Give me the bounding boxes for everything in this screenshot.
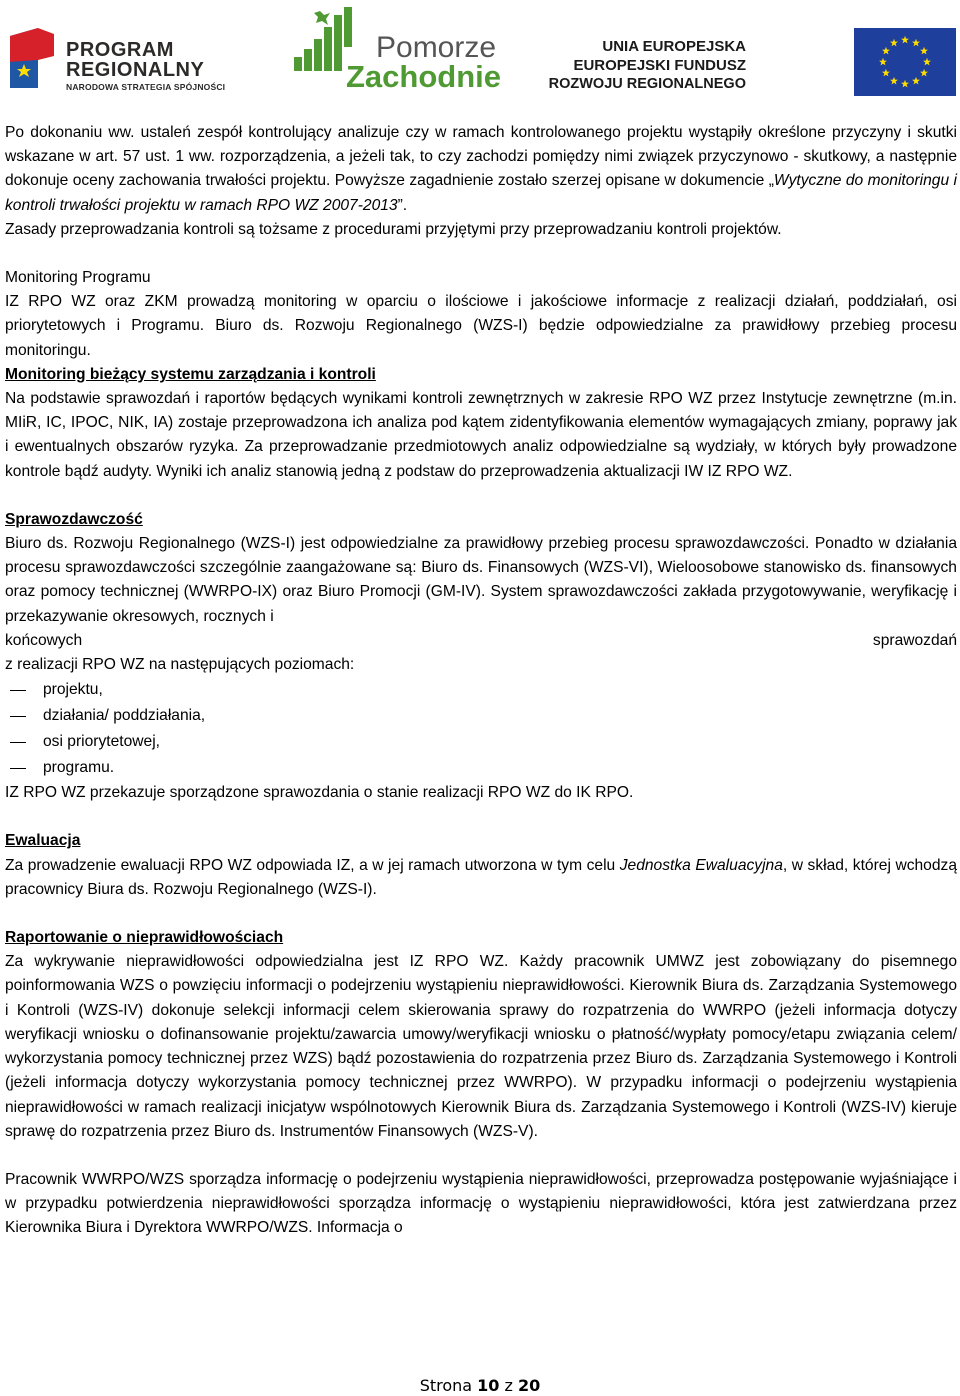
reporting-line-left: końcowych — [5, 631, 83, 649]
footer-page-number: 10 — [477, 1376, 500, 1395]
list-item: projektu, — [5, 677, 957, 703]
irregularities-heading: Raportowanie o nieprawidłowościach — [5, 929, 284, 947]
intro-paragraph — [5, 121, 957, 218]
evaluation-heading: Ewaluacja — [5, 832, 81, 850]
footer-total-pages: 20 — [518, 1376, 541, 1395]
reporting-heading: Sprawozdawczość — [5, 510, 143, 528]
pomorze-logo-line1: Pomorze — [376, 31, 497, 64]
irregularities-paragraph-2: Pracownik WWRPO/WZS sporządza informację o podejrzeniu wystąpienia nieprawidłowości, przeprowadza postępowanie wyjaśniające i w przypadku potwierdzenia nieprawidłowości sporządza informację o wystąpieniu nieprawidłowości, która jest zatwierdzana przez Kierownika Biura i Dyrektora WWRPO/WZS. Informacja o — [5, 1170, 957, 1237]
monitoring-heading-text: Monitoring Programu — [5, 269, 151, 287]
reporting-paragraph: Biuro ds. Rozwoju Regionalnego (WZS-I) jest odpowiedzialne za prawidłowy przebieg procesu sprawozdawczości. Ponadto w działania procesu sprawozdawczości szczególnie zaangażowane są: Biuro ds. Finansowych (WZS-VI), Wieloosobowe stanowisko ds. finansowych oraz pomocy technicznej (WWRPO-IX) oraz Biuro Promocji (GM-IV). System sprawozdawczości zakłada przygotowywanie, weryfikację i przekazywanie okresowych, rocznych i — [5, 535, 957, 625]
reporting-split-line — [5, 629, 957, 653]
list-item: programu. — [5, 755, 957, 781]
program-flag-icon — [8, 26, 58, 90]
program-logo-line1: PROGRAM — [66, 39, 174, 61]
footer-of-label: z — [504, 1376, 513, 1395]
intro-paragraph-2: Zasady przeprowadzania kontroli są tożsame z procedurami przyjętymi przy przeprowadzaniu kontroli projektów. — [5, 220, 782, 238]
monitoring-heading — [5, 266, 957, 290]
irregularities-paragraph: Za wykrywanie nieprawidłowości odpowiedzialna jest IZ RPO WZ. Każdy pracownik UMWZ jest zobowiązany do pisemnego poinformowania WZS o powzięciu informacji o podejrzeniu wystąpieniu nieprawidłowości. Kierownik Biura ds. Zarządzania Systemowego i Kontroli (WZS-IV) dokonuje selekcji informacji celem skierowania sprawy do rozpatrzenia do WWRPO (jeżeli informacja dotyczy weryfikacji wniosku o dofinansowanie projektu/zawarcia umowy/weryfikacji wniosku o płatność/wypłaty pomocy/etapu związania celem/ wykorzystania pomocy technicznej przez WZS) bądź pozostawienia do rozpatrzenia przez Biuro ds. Zarządzania Systemowego i Kontroli (jeżeli informacja dotyczy wykorzystania pomocy technicznej przez WWRPO). W przypadku informacji o podejrzeniu wystąpienia nieprawidłowości w ramach realizacji inicjatyw wspólnotowych Kierownik Biura ds. Zarządzania Systemowego i Kontroli (WZS-IV) kieruje sprawę do rozpatrzenia przez Biuro ds. Instrumentów Finansowych (WZS-V). — [5, 953, 957, 1140]
guidelines-document-title: Wytyczne do monitoringu i kontroli trwałości projektu w ramach RPO WZ 2007-2013 — [5, 172, 957, 214]
monitoring-current-heading: Monitoring bieżący systemu zarządzania i kontroli — [5, 365, 376, 383]
monitoring-paragraph: IZ RPO WZ oraz ZKM prowadzą monitoring w oparciu o ilościowe i jakościowe informacje z realizacji działań, poddziałań, osi priorytetowych i Programu. Biuro ds. Rozwoju Regionalnego (WZS-I) będzie odpowiedzialne za prawidłowy przebieg procesu monitoringu. — [5, 293, 957, 359]
eu-logo-line1: UNIA EUROPEJSKA — [602, 38, 746, 55]
list-item: osi priorytetowej, — [5, 729, 957, 755]
pomorze-logo-line2: Zachodnie — [346, 59, 502, 94]
list-item: działania/ poddziałania, — [5, 703, 957, 729]
document-body — [5, 121, 957, 1241]
pomorze-zachodnie-logo — [290, 5, 520, 95]
footer-page-label: Strona — [419, 1376, 473, 1395]
reporting-levels-list — [5, 677, 957, 781]
page-header — [0, 0, 960, 100]
monitoring-current-paragraph: Na podstawie sprawozdań i raportów będących wynikami kontroli zewnętrznych w zakresie RPO WZ przez Instytucje zewnętrzne (m.in. MIiR, IC, IPOC, NIK, IA) zostaje przeprowadzona ich analiza pod kątem zidentyfikowania elementów wymagających zmiany, poprawy jak i ewentualnych obszarów ryzyka. Za przeprowadzanie przedmiotowych analiz odpowiedzialne są wydziały, w których były prowadzone kontrole bądź audyty. Wyniki ich analiz stanowią jedną z podstaw do przeprowadzenia aktualizacji IW IZ RPO WZ. — [5, 390, 957, 480]
page-footer — [0, 1376, 960, 1396]
evaluation-paragraph — [5, 854, 957, 902]
program-logo-line3: NARODOWA STRATEGIA SPÓJNOŚCI — [66, 82, 226, 92]
program-logo-line2: REGIONALNY — [66, 59, 205, 81]
reporting-line-right: sprawozdań — [872, 631, 957, 649]
eu-logo-line2: EUROPEJSKI FUNDUSZ — [573, 57, 746, 74]
evaluation-unit-name: Jednostka Ewaluacyjna — [619, 856, 783, 874]
reporting-closing: IZ RPO WZ przekazuje sporządzone sprawozdania o stanie realizacji RPO WZ do IK RPO. — [5, 784, 634, 802]
eu-flag-icon — [854, 28, 956, 96]
evaluation-text-part1: Za prowadzenie ewaluacji RPO WZ odpowiada IZ, a w jej ramach utworzona w tym celu — [5, 856, 620, 874]
program-regionalny-logo — [8, 26, 228, 96]
evaluation-text-part2: , w skład, której wchodzą pracownicy Biura ds. Rozwoju Regionalnego (WZS-I). — [5, 856, 957, 898]
eu-logo-line3: ROZWOJU REGIONALNEGO — [548, 76, 746, 92]
eu-fund-logo — [548, 22, 956, 96]
reporting-levels-intro: z realizacji RPO WZ na następujących poziomach: — [5, 656, 355, 674]
intro-text-part2: ”. — [397, 196, 408, 214]
intro-text-part1: Po dokonaniu ww. ustaleń zespół kontrolujący analizuje czy w ramach kontrolowanego projektu wystąpiły określone przyczyny i skutki wskazane w art. 57 ust. 1 ww. rozporządzenia, a jeżeli tak, to czy zachodzi pomiędzy nimi związek przyczynowo - skutkowy, a następnie dokonuje oceny zachowania trwałości projektu. Powyższe zagadnienie zostało szerzej opisane w dokumencie „ — [5, 124, 957, 190]
